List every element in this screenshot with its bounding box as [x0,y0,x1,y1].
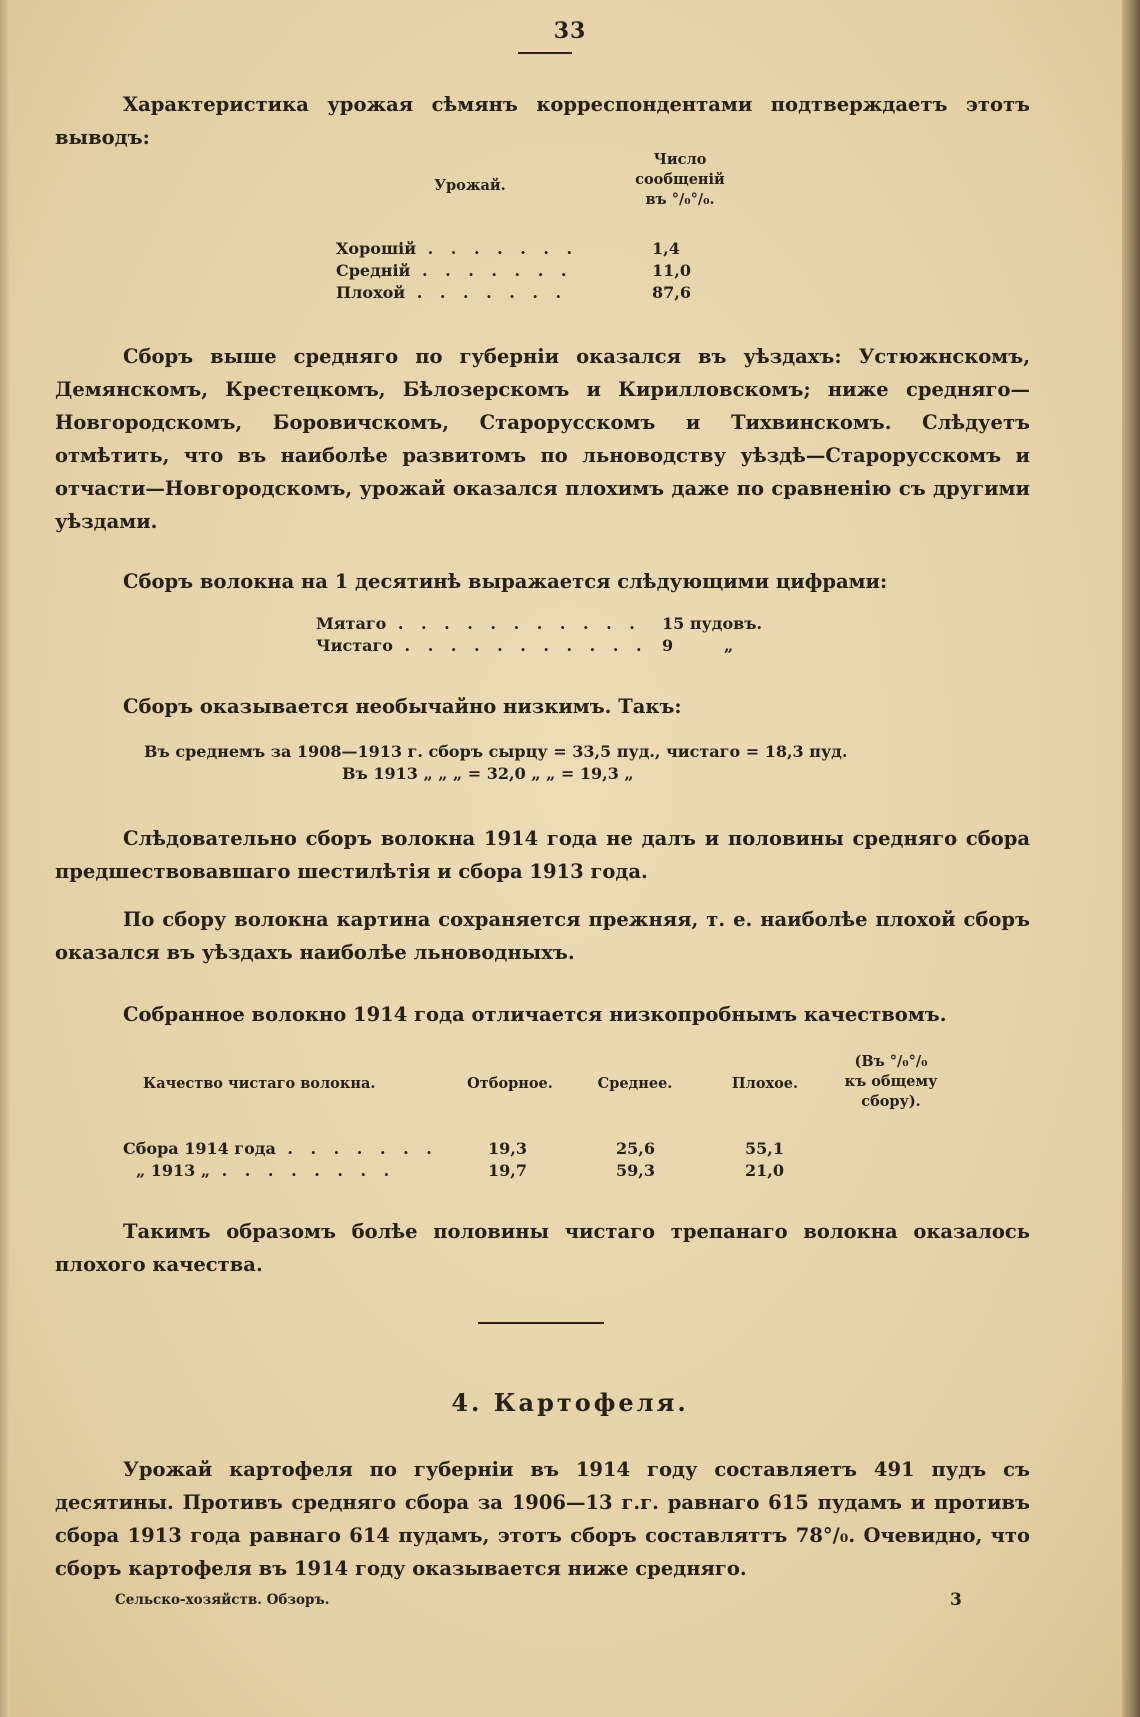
quality-cell-medium: 59,3 [616,1161,655,1180]
harvest-row-value: 11,0 [652,261,691,280]
page-right-edge [1122,0,1140,1717]
section-divider [478,1322,604,1324]
quality-cell-medium: 25,6 [616,1139,655,1158]
reports-header-line3: въ °/₀°/₀. [645,191,715,208]
fiber-row-value: 9 [662,636,674,655]
note-col-header [826,1052,956,1112]
quality-cell-bad: 55,1 [745,1139,784,1158]
note-header-line3: сбору). [861,1093,921,1110]
ditto-mark: „ [724,636,734,655]
quality-paragraph: Собранное волокно 1914 года отличается низкопробнымъ качествомъ. [123,1003,947,1026]
picture-paragraph: По сбору волокна картина сохраняется прежняя, т. е. наиболѣе плохой сборъ оказался въ уѣздахъ наиболѣе льноводныхъ. [55,908,1030,964]
potato-paragraph: Урожай картофеля по губерніи въ 1914 году составляетъ 491 пудъ съ десятины. Противъ средняго сбора за 1906—13 г.г. равнаго 615 пудамъ и противъ сбора 1913 года равнаго 614 пудамъ, этотъ сборъ составляттъ 78°/₀. Очевидно, что сборъ картофеля въ 1914 году оказывается ниже средняго. [55,1458,1030,1580]
reports-header-line1: Число [653,151,707,168]
fiber-row-label: Чистаго . . . . . . . . . . . [316,636,648,655]
quality-cell-select: 19,7 [488,1161,527,1180]
note-header-line1: (Въ °/₀°/₀ [854,1053,928,1070]
intro-paragraph: Характеристика урожая сѣмянъ корреспондентами подтверждаетъ этотъ выводъ: [55,93,1030,149]
section-title: 4. Картофеля. [451,1388,689,1417]
footer-signature-mark: 3 [950,1590,962,1610]
quality-cell-bad: 21,0 [745,1161,784,1180]
districts-paragraph: Сборъ выше средняго по губерніи оказался въ уѣздахъ: Устюжнскомъ, Демянскомъ, Крестецкомъ, Бѣлозерскомъ и Кирилловскомъ; ниже средняго—Новгородскомъ, Боровичскомъ, Старорусскомъ и Тихвинскомъ. Слѣдуетъ отмѣтить, что въ наиболѣе развитомъ по льноводству уѣздѣ—Старорусскомъ и отчасти—Новгородскомъ, урожай оказался плохимъ даже по сравненію съ другими уѣздами. [55,345,1030,533]
select-col-header: Отборное. [467,1075,553,1092]
page-left-edge [0,0,10,1717]
reports-col-header [615,150,745,210]
thus-paragraph: Такимъ образомъ болѣе половины чистаго трепанаго волокна оказалось плохого качества. [55,1220,1030,1276]
fiber-intro-paragraph: Сборъ волокна на 1 десятинѣ выражается слѣдующими цифрами: [123,570,888,593]
page-number-underline [518,52,572,54]
harvest-row-label: Плохой . . . . . . . [336,283,568,302]
harvest-row-label: Хорошій . . . . . . . [336,239,579,258]
footer-publication: Сельско-хозяйств. Обзоръ. [115,1592,330,1608]
quality-col-header: Качество чистаго волокна. [143,1075,376,1092]
harvest-row-value: 1,4 [652,239,680,258]
fiber-row-label: Мятаго . . . . . . . . . . . [316,614,641,633]
average-line-1: Въ среднемъ за 1908—1913 г. сборъ сырцу = 33,5 пуд., чистаго = 18,3 пуд. [144,742,848,761]
bad-col-header: Плохое. [731,1075,799,1092]
reports-header-line2: сообщеній [635,171,725,188]
medium-col-header: Среднее. [597,1075,673,1092]
harvest-row-value: 87,6 [652,283,691,302]
quality-row-label: Сбора 1914 года . . . . . . . [123,1139,438,1158]
low-yield-paragraph: Сборъ оказывается необычайно низкимъ. Такъ: [123,695,682,718]
consequently-paragraph: Слѣдовательно сборъ волокна 1914 года не далъ и половины средняго сбора предшествовавшаго шестилѣтія и сбора 1913 года. [55,827,1030,883]
quality-cell-select: 19,3 [488,1139,527,1158]
average-line-2: Въ 1913 „ „ „ = 32,0 „ „ = 19,3 „ [342,764,634,783]
note-header-line2: къ общему [844,1073,938,1090]
harvest-row-label: Средній . . . . . . . [336,261,573,280]
quality-row-label: „ 1913 „ . . . . . . . . [136,1161,396,1180]
harvest-col-header: Урожай. [434,177,506,194]
page-number: 33 [553,18,587,44]
fiber-row-value: 15 пудовъ. [662,614,763,633]
